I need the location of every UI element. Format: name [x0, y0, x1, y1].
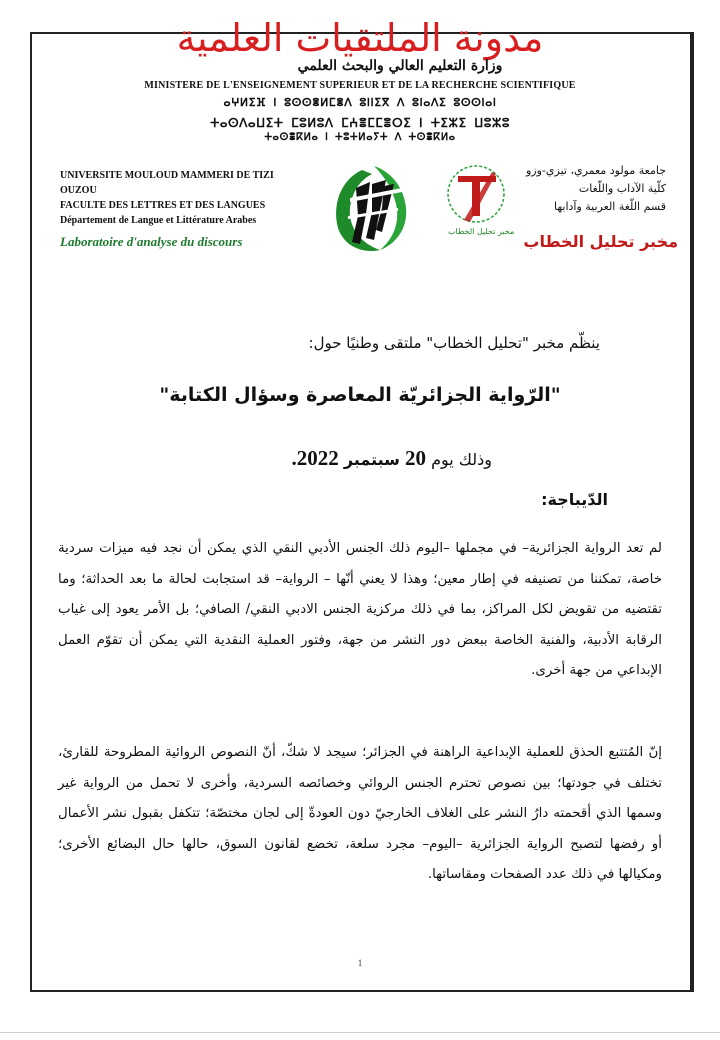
- faculty-name-fr: FACULTE DES LETTRES ET DES LANGUES: [60, 200, 266, 211]
- university-name-fr: UNIVERSITE MOULOUD MAMMERI DE TIZI OUZOU: [60, 170, 274, 196]
- date-month: سبتمبر: [343, 450, 400, 469]
- conference-title: "الرّواية الجزائريّة المعاصرة وسؤال الكتابة": [159, 384, 561, 406]
- department-name-ar: قسم اللّغة العربية وآدابها: [553, 200, 666, 213]
- university-block-fr: [60, 168, 310, 228]
- laboratory-logo-caption: مخبر تحليل الخطاب: [448, 227, 515, 236]
- university-title-tifinagh: ⵜⴰⵙⴷⴰⵡⵉⵜ ⵎⵓⵍⵓⴷ ⵎⵄⴻⵎⵎⴻⵔⵉ ⵏ ⵜⵉⵣⵉ ⵡⵓⵣⵓ: [210, 116, 510, 130]
- university-logo: [322, 158, 418, 258]
- date-prefix: وذلك يوم: [431, 450, 492, 469]
- faculty-title-tifinagh: ⵜⴰⵙⴻⴽⵍⴰ ⵏ ⵜⵓⵜⵍⴰⵢⵜ ⴷ ⵜⵙⴻⴽⵍⴰ: [264, 132, 456, 143]
- intro-line: ينظّم مخبر "تحليل الخطاب" ملتقى وطنيًا حول:: [308, 334, 600, 352]
- paragraph-2: إنّ المُتتبع الحذق للعملية الإبداعية الراهنة في الجزائر؛ سيجد لا شكّ، أنّ النصوص الروائية المطروحة للقارئ، تختلف في جودتها؛ بين نصوص تحترم الجنس الروائي وخصائصه السردية، وأخرى لا تحمل من الرواية غير وسمها الذي أقحمته دارُ النشر على الغلاف الخارجيّ دون العودةّ إلى لجان مختصّة؛ تتكفل بقبول نشر الأعمال أو رفضها لتصبح الرواية الجزائرية –اليوم– مجرد سلعة، تخضع لقانون السوق، حالها حال البضائع الأخرى؛ ومكيالها في ذلك عدد الصفحات ومقاساتها.: [58, 745, 662, 882]
- paragraph-1: لم تعد الرواية الجزائرية– في مجملها –اليوم ذلك الجنس الأدبي النقي الذي يمكن أن نجد فيه ميزات سردية خاصة، تمكننا من تصنيفه في إطار معين؛ وهذا لا يعني أنّها – الرواية– قد استجابت لحالة ما بعد الحداثة؛ وما تقتضيه من تقويض لكل المراكز، بما في ذلك مركزية الجنس الادبي النقي/ الصافي؛ بل الأمر يعود إلى غياب الرقابة الأدبية، والفنية الخاصة ببعض دور النشر من جهة، وفتور العملية النقدية التي يمكن أن تقوّم العمل الإبداعي من جهة أخرى.: [58, 541, 662, 678]
- ministry-title-ar: وزارة التعليم العالي والبحث العلمي: [297, 58, 503, 74]
- watermark-title: مدونة الملتقيات العلمية: [176, 16, 544, 60]
- bottom-divider: [0, 1032, 720, 1033]
- university-block-ar: [506, 162, 666, 216]
- laboratory-name-fr: Laboratoire d'analyse du discours: [60, 234, 243, 249]
- section-heading: الدّيباجة:: [541, 490, 608, 509]
- conference-date: [292, 446, 492, 471]
- ministry-title-tifinagh: ⴰⵖⵍⵉⴼ ⵏ ⵓⵙⵙⴻⵍⵎⴻⴷ ⵓⵏⵏⵉⴳ ⴷ ⵓⵏⴰⴷⵉ ⵓⵙⵙⵏⴰⵏ: [223, 96, 497, 109]
- date-day: 20: [404, 446, 426, 470]
- ministry-title-fr: MINISTERE DE L'ENSEIGNEMENT SUPERIEUR ET DE LA RECHERCHE SCIENTIFIQUE: [144, 80, 576, 91]
- date-year: 2022.: [291, 446, 339, 470]
- university-name-ar: جامعة مولود معمري، تيزي-وزو: [526, 164, 666, 177]
- page-number: 1: [357, 958, 363, 968]
- laboratory-name-ar: مخبر تحليل الخطاب: [523, 232, 678, 251]
- faculty-name-ar: كلّية الآداب واللّغات: [578, 182, 666, 195]
- department-name-fr: Département de Langue et Littérature Arabes: [60, 215, 257, 226]
